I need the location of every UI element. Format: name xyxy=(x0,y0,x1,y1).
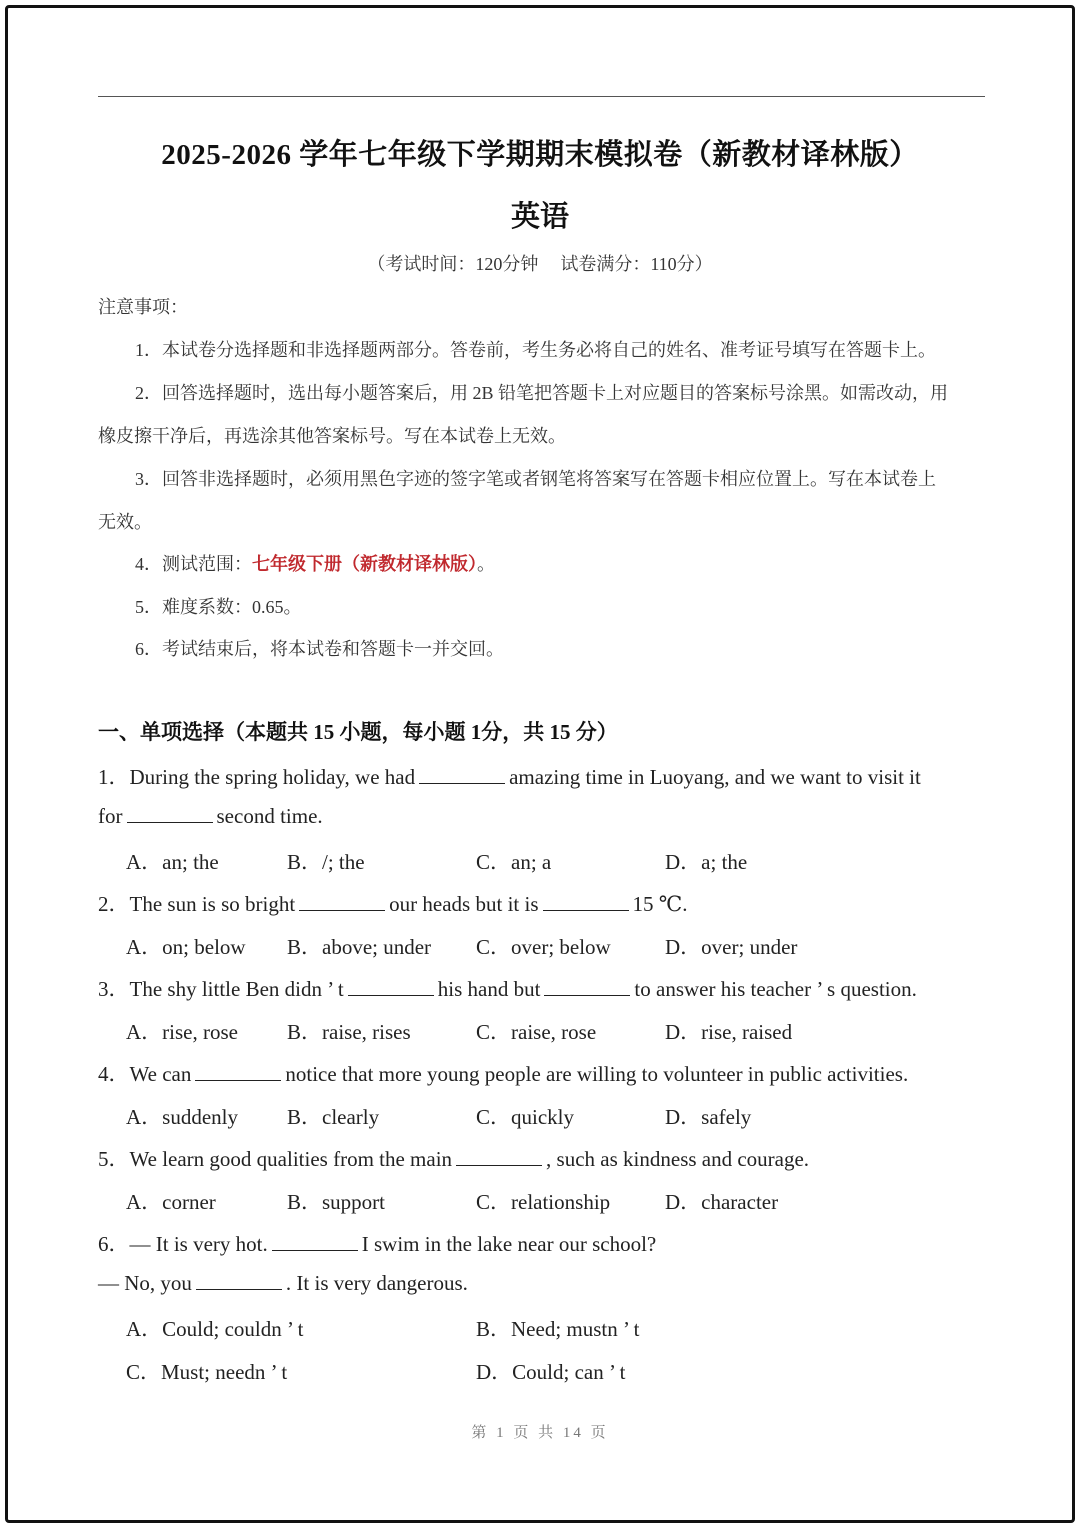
q2-option-b: B．above; under xyxy=(287,935,432,959)
notice-item-1: 1．本试卷分选择题和非选择题两部分。答卷前，考生务必将自己的姓名、准考证号填写在答题卡上。 xyxy=(135,340,936,360)
question-2 xyxy=(98,888,688,918)
answer-blank[interactable] xyxy=(348,977,434,996)
notice-item-2b: 橡皮擦干净后，再选涂其他答案标号。写在本试卷上无效。 xyxy=(98,426,566,446)
exam-score: 试卷满分：110分） xyxy=(560,254,713,274)
answer-blank[interactable] xyxy=(127,804,213,823)
q3-text-b: his hand but xyxy=(437,977,541,1001)
q2-text-a: 2．The sun is so bright xyxy=(98,892,296,916)
question-6-line-1 xyxy=(98,1228,656,1258)
q4-text-a: 4．We can xyxy=(98,1062,192,1086)
exam-title: 2025-2026 学年七年级下学期期末模拟卷（新教材译林版） xyxy=(161,139,919,171)
q1-text-b: amazing time in Luoyang, and we want to visit it xyxy=(509,765,921,789)
test-scope: 七年级下册（新教材译林版） xyxy=(252,554,477,574)
q2-text-c: 15 ℃. xyxy=(632,892,688,916)
section-heading: 一、单项选择（本题共 15 小题，每小题 1分，共 15 分） xyxy=(98,720,618,744)
header-rule xyxy=(98,96,985,97)
question-4 xyxy=(98,1058,908,1088)
notice-item-6: 6．考试结束后，将本试卷和答题卡一并交回。 xyxy=(135,639,504,659)
notice-heading: 注意事项： xyxy=(98,297,188,317)
q6-text-a: 6．— It is very hot. xyxy=(98,1232,268,1256)
answer-blank[interactable] xyxy=(543,892,629,911)
answer-blank[interactable] xyxy=(272,1232,358,1251)
answer-blank[interactable] xyxy=(419,765,505,784)
q6-option-a: A．Could; couldn ’ t xyxy=(126,1317,304,1341)
notice-item-3b: 无效。 xyxy=(98,512,152,532)
exam-time: （考试时间：120分钟 xyxy=(367,254,539,274)
q3-option-d: D．rise, raised xyxy=(665,1020,793,1044)
question-1-line-2 xyxy=(98,804,323,829)
q3-text-a: 3．The shy little Ben didn ’ t xyxy=(98,977,344,1001)
q1-option-c: C．an; a xyxy=(476,850,552,874)
answer-blank[interactable] xyxy=(544,977,630,996)
q6-option-c: C．Must; needn ’ t xyxy=(126,1360,288,1384)
question-5 xyxy=(98,1143,809,1173)
notice-item-5: 5．难度系数：0.65。 xyxy=(135,597,302,617)
q5-option-c: C．relationship xyxy=(476,1190,611,1214)
notice-item-4-prefix: 4．测试范围： xyxy=(135,554,252,574)
q3-option-c: C．raise, rose xyxy=(476,1020,597,1044)
q1-text-c: for xyxy=(98,804,123,828)
notice-item-4-suffix: 。 xyxy=(477,554,495,574)
q4-option-d: D．safely xyxy=(665,1105,752,1129)
q3-option-a: A．rise, rose xyxy=(126,1020,238,1044)
page-number: 第 1 页 共 14 页 xyxy=(471,1425,609,1441)
q5-option-b: B．support xyxy=(287,1190,386,1214)
answer-blank[interactable] xyxy=(456,1147,542,1166)
q3-text-c: to answer his teacher ’ s question. xyxy=(634,977,917,1001)
q1-text-d: second time. xyxy=(216,804,323,828)
question-3 xyxy=(98,973,917,1003)
q1-option-b: B．/; the xyxy=(287,850,365,874)
q4-option-a: A．suddenly xyxy=(126,1105,238,1129)
q4-text-b: notice that more young people are willing to volunteer in public activities. xyxy=(285,1062,909,1086)
answer-blank[interactable] xyxy=(195,1062,281,1081)
q2-option-c: C．over; below xyxy=(476,935,611,959)
answer-blank[interactable] xyxy=(196,1271,282,1290)
q1-option-d: D．a; the xyxy=(665,850,748,874)
q2-text-b: our heads but it is xyxy=(389,892,539,916)
question-6-line-2 xyxy=(98,1271,468,1296)
q1-text-a: 1．During the spring holiday, we had xyxy=(98,765,416,789)
q1-option-a: A．an; the xyxy=(126,850,219,874)
q5-option-d: D．character xyxy=(665,1190,779,1214)
q2-option-a: A．on; below xyxy=(126,935,246,959)
q6-text-c: — No, you xyxy=(98,1271,192,1295)
q5-text-a: 5．We learn good qualities from the main xyxy=(98,1147,453,1171)
notice-item-4 xyxy=(135,550,495,576)
q6-text-b: I swim in the lake near our school? xyxy=(361,1232,657,1256)
notice-item-2a: 2．回答选择题时，选出每小题答案后，用 2B 铅笔把答题卡上对应题目的答案标号涂黑。如需改动，用 xyxy=(135,383,949,403)
notice-item-3a: 3．回答非选择题时，必须用黑色字迹的签字笔或者钢笔将答案写在答题卡相应位置上。写在本试卷上 xyxy=(135,469,936,489)
q2-option-d: D．over; under xyxy=(665,935,798,959)
exam-meta xyxy=(0,250,1080,276)
q4-option-c: C．quickly xyxy=(476,1105,574,1129)
q4-option-b: B．clearly xyxy=(287,1105,380,1129)
q5-option-a: A．corner xyxy=(126,1190,216,1214)
answer-blank[interactable] xyxy=(299,892,385,911)
q6-option-b: B．Need; mustn ’ t xyxy=(476,1317,640,1341)
exam-subject: 英语 xyxy=(510,201,569,233)
q6-option-d: D．Could; can ’ t xyxy=(476,1360,626,1384)
q5-text-b: , such as kindness and courage. xyxy=(546,1147,810,1171)
question-1-line-1 xyxy=(98,761,921,791)
q3-option-b: B．raise, rises xyxy=(287,1020,411,1044)
q6-text-d: . It is very dangerous. xyxy=(285,1271,468,1295)
